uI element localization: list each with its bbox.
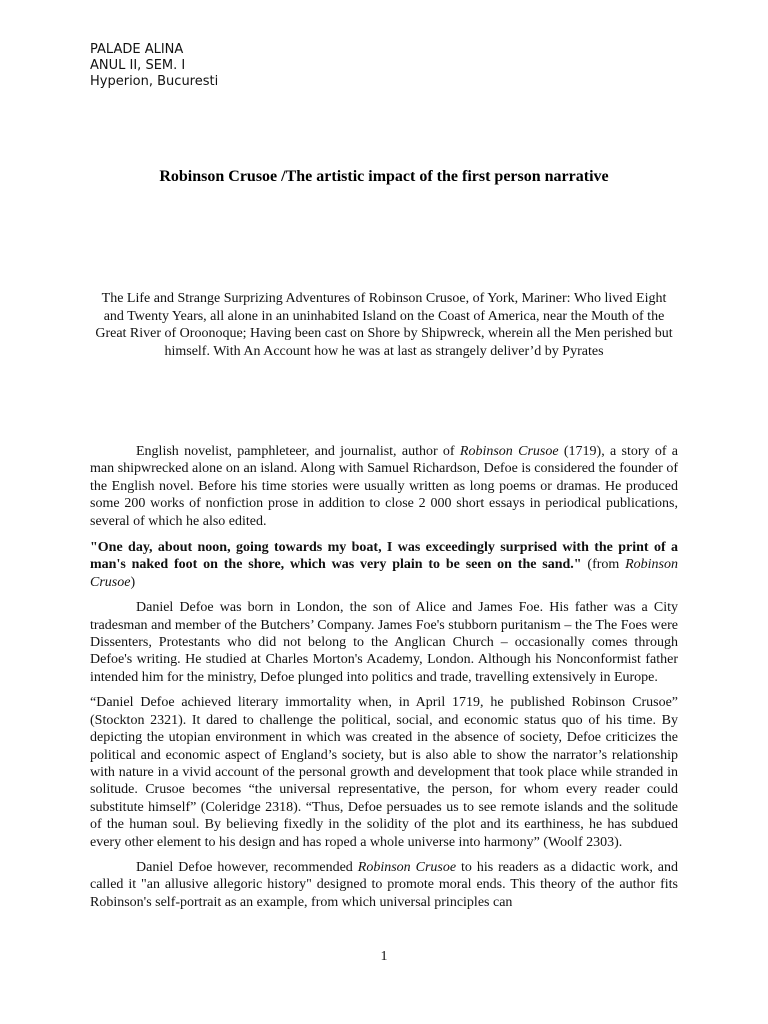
paragraph-text: to his readers as a didactic work, and called it "an allusive allegoric history" designed to promote moral ends. This theory of the author fits Robinson's self-portrait as an example, from which universal principles can [90, 859, 678, 910]
document-title: Robinson Crusoe /The artistic impact of the first person narrative [159, 168, 609, 185]
institution: Hyperion, Bucuresti [90, 74, 219, 89]
paragraph-intro [90, 443, 678, 530]
paragraph-biography: Daniel Defoe was born in London, the son of Alice and James Foe. His father was a City tradesman and member of the Butchers’ Company. James Foe's stubborn puritanism – the The Foes were Dissenters, Protestants who did not belong to the Anglican Church – occasionally comes through Defoe's writing. He studied at Charles Morton's Academy, London. Although his Nonconformist father intended him for the ministry, Defoe plunged into politics and trade, travelling extensively in Europe. [90, 600, 678, 685]
body-text [90, 443, 678, 911]
paragraph-didactic [90, 859, 678, 911]
author-name: PALADE ALINA [90, 42, 184, 57]
paragraph-text: English novelist, pamphleteer, and journalist, author of [136, 444, 460, 459]
quote-source: (from [581, 557, 626, 573]
book-full-title: The Life and Strange Surprizing Adventures of Robinson Crusoe, of York, Mariner: Who lived Eight and Twenty Years, all alone in an uninhabited Island on the Coast of America, near the Mouth of the Great River of Oroonoque; Having been cast on Shore by Shipwreck, wherein all the Men perished but himself. With An Account how he was at last as strangely deliver’d by Pyrates [95, 291, 673, 359]
quote-paragraph [90, 539, 678, 591]
paragraph-text: (1719), a story of a man shipwrecked alone on an island. Along with Samuel Richardson, Defoe is considered the founder of the English novel. Before his time stories were usually written as long poems or dramas. He produced some 200 works of nonfiction prose in addition to close 2 000 short essays in periodical publications, several of which he also edited. [90, 444, 679, 529]
paragraph-text: Daniel Defoe however, recommended [136, 859, 358, 875]
author-header [90, 42, 218, 90]
quote-source: ) [130, 574, 136, 590]
paragraph-criticism: “Daniel Defoe achieved literary immortality when, in April 1719, he published Robinson Crusoe” (Stockton 2321). It dared to challenge the political, social, and economic status quo of his time. By depicting the utopian environment in which was created in the absence of society, Defoe criticizes the political and economic aspect of England’s society, but is also able to show the narrator’s relationship with nature in a vivid account of the personal growth and development that took place while stranded in solitude. Crusoe becomes “the universal representative, the person, for whom every reader could substitute himself” (Coleridge 2318). “Thus, Defoe persuades us to see remote islands and the solitude of the human soul. By believing fixedly in the solidity of the plot and its earthiness, he has subdued every other element to his design and has roped a whole universe into harmony” (Woolf 2303). [90, 695, 678, 850]
academic-year: ANUL II, SEM. I [90, 58, 186, 73]
book-title-italic: Robinson Crusoe [357, 859, 457, 875]
page-number: 1 [380, 949, 388, 964]
quote-source-title: Robinson Crusoe [90, 557, 678, 590]
book-title-italic: Robinson Crusoe [459, 444, 559, 459]
quote-text: "One day, about noon, going towards my boat, I was exceedingly surprised with the print of a man's naked foot on the shore, which was very plain to be seen on the sand." [90, 540, 678, 573]
